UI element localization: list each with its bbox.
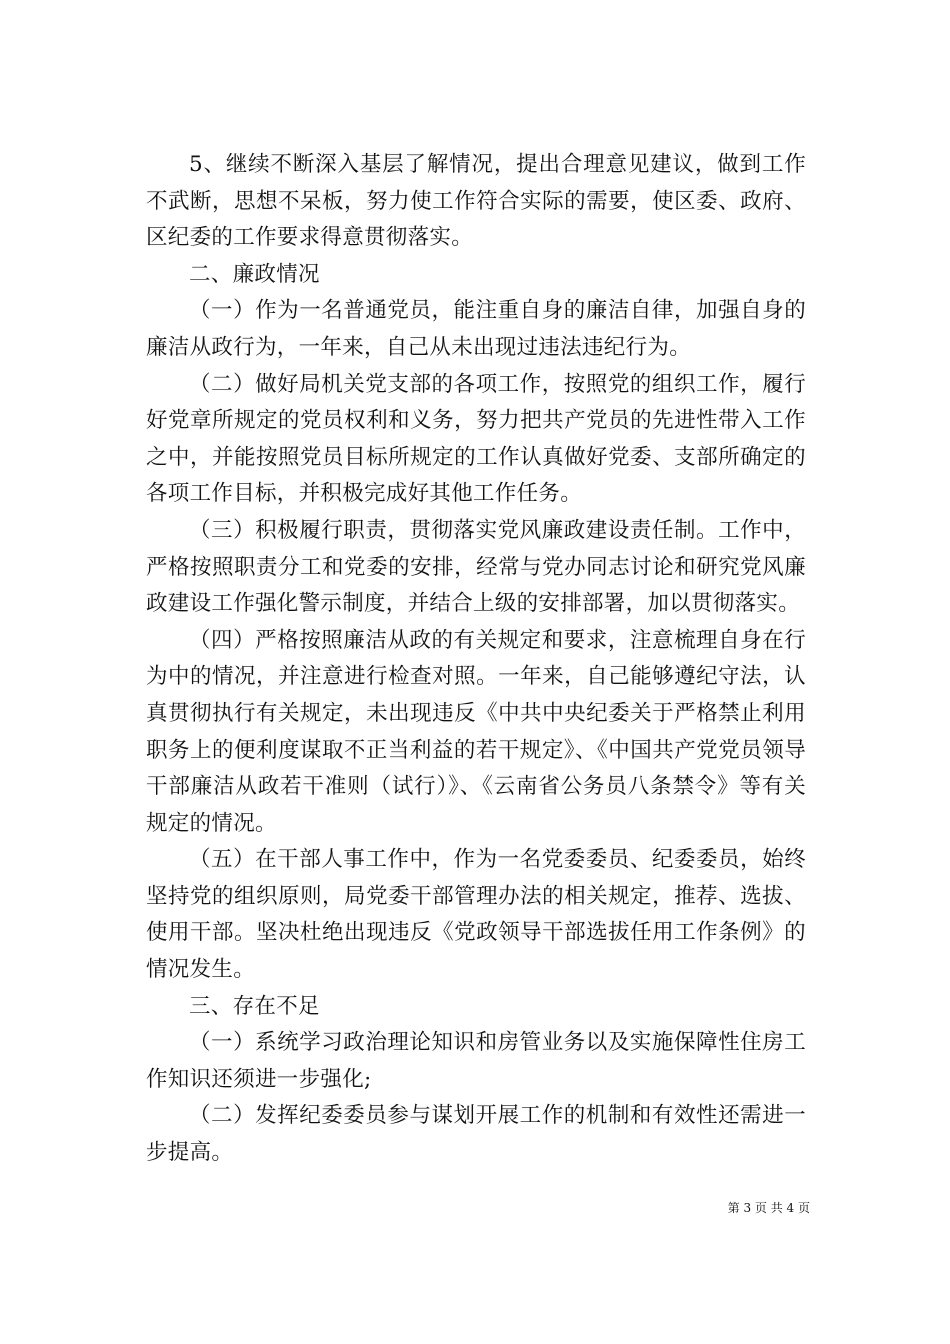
- page-number-footer: 第 3 页 共 4 页: [727, 1201, 810, 1215]
- paragraph-shortcoming-2: （二）发挥纪委委员参与谋划开展工作的机制和有效性还需进一步提高。: [146, 1103, 806, 1166]
- paragraph-integrity-1: （一）作为一名普通党员，能注重自身的廉洁自律，加强自身的廉洁从政行为，一年来，自己从未出现过违法违纪行为。: [146, 298, 806, 360]
- paragraph-integrity-4: （四）严格按照廉洁从政的有关规定和要求，注意梳理自身在行为中的情况，并注意进行检查对照。一年来，自己能够遵纪守法，认真贯彻执行有关规定，未出现违反《中共中央纪委关于严格禁止利用职务上的便利度谋取不正当利益的若干规定》、《中国共产党党员领导干部廉洁从政若干准则（试行）》、《云南省公务员八条禁令》等有关规定的情况。: [146, 627, 806, 836]
- paragraph-shortcoming-1: （一）系统学习政治理论知识和房管业务以及实施保障性住房工作知识还须进一步强化;: [146, 1030, 806, 1092]
- paragraph-integrity-3: （三）积极履行职责，贯彻落实党风廉政建设责任制。工作中，严格按照职责分工和党委的安排，经常与党办同志讨论和研究党风廉政建设工作强化警示制度，并结合上级的安排部署，加以贯彻落实。: [146, 517, 806, 617]
- section-heading-shortcomings: 三、存在不足: [189, 993, 320, 1019]
- section-heading-integrity: 二、廉政情况: [189, 261, 320, 287]
- paragraph-integrity-2: （二）做好局机关党支部的各项工作，按照党的组织工作，履行好党章所规定的党员权利和义务，努力把共产党员的先进性带入工作之中，并能按照党员目标所规定的工作认真做好党委、支部所确定的各项工作目标，并积极完成好其他工作任务。: [146, 371, 806, 507]
- document-body: [146, 147, 806, 1172]
- paragraph-integrity-5: （五）在干部人事工作中，作为一名党委委员、纪委委员，始终坚持党的组织原则，局党委干部管理办法的相关规定，推荐、选拔、使用干部。坚决杜绝出现违反《党政领导干部选拔任用工作条例》的情况发生。: [146, 847, 806, 983]
- paragraph-item-5: 5、继续不断深入基层了解情况，提出合理意见建议，做到工作不武断，思想不呆板，努力使工作符合实际的需要，使区委、政府、区纪委的工作要求得意贯彻落实。: [146, 152, 806, 251]
